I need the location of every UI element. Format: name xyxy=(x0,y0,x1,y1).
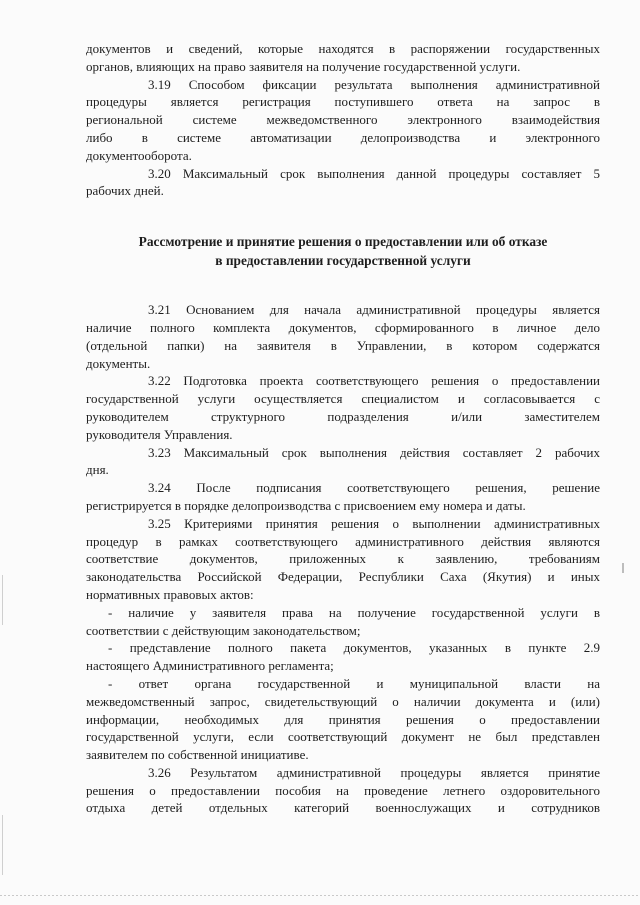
heading-line-2: в предоставлении государственной услуги xyxy=(215,253,471,269)
text-line: документооборота. xyxy=(86,147,192,163)
paragraph xyxy=(86,444,600,480)
text-line: рабочих дней. xyxy=(86,183,164,199)
main-section xyxy=(86,301,600,817)
text-line: процедур в рамках соответствующего административного действия являются xyxy=(86,533,600,549)
text-line: - наличие у заявителя права на получение государственной услуги в xyxy=(108,604,600,620)
text-line: (отдельной папки) на заявителя в Управлении, в котором содержатся xyxy=(86,337,600,353)
paragraph xyxy=(86,301,600,372)
text-line: 3.24 После подписания соответствующего решения, решение xyxy=(148,480,600,496)
paragraph xyxy=(86,604,600,640)
paragraph xyxy=(86,639,600,675)
paragraph xyxy=(86,479,600,515)
text-line: нормативных правовых актов: xyxy=(86,586,254,602)
text-line: либо в системе автоматизации делопроизводства и электронного xyxy=(86,129,600,145)
text-line: руководителем структурного подразделения и/или заместителем xyxy=(86,408,600,424)
text-line: 3.20 Максимальный срок выполнения данной процедуры составляет 5 xyxy=(148,165,600,181)
text-line: государственной услуги осуществляется специалистом и согласовывается с xyxy=(86,391,600,407)
text-line: 3.22 Подготовка проекта соответствующего решения о предоставлении xyxy=(148,373,600,389)
text-line: органов, влияющих на право заявителя на получение государственной услуги. xyxy=(86,58,521,74)
text-line: 3.26 Результатом административной процедуры является принятие xyxy=(148,764,600,780)
text-line: заявителем по собственной инициативе. xyxy=(86,747,309,763)
text-line: 3.25 Критериями принятия решения о выполнении административных xyxy=(148,515,600,531)
paragraph xyxy=(86,515,600,604)
scan-left-edge-mark xyxy=(2,815,3,875)
text-line: руководителя Управления. xyxy=(86,426,233,442)
text-line: информации, необходимых для принятия решения о предоставлении xyxy=(86,711,600,727)
text-line: государственной услуги, если соответствующий документ не был представлен xyxy=(86,729,600,745)
text-line: соответствие документов, приложенных к заявлению, требованиям xyxy=(86,551,600,567)
paragraph xyxy=(86,40,600,76)
text-line: 3.23 Максимальный срок выполнения действия составляет 2 рабочих xyxy=(148,444,600,460)
paragraph xyxy=(86,372,600,443)
text-line: межведомственный запрос, свидетельствующий о наличии документа и (или) xyxy=(86,693,600,709)
section-heading xyxy=(86,232,600,270)
scan-right-mark xyxy=(622,563,624,573)
text-line: решения о предоставлении пособия на проведение летнего оздоровительного xyxy=(86,782,600,798)
paragraph xyxy=(86,165,600,201)
text-line: наличие полного комплекта документов, сформированного в личное дело xyxy=(86,319,600,335)
text-line: документы. xyxy=(86,355,151,371)
text-line: законодательства Российской Федерации, Республики Саха (Якутия) и иных xyxy=(86,569,600,585)
heading-line-1: Рассмотрение и принятие решения о предоставлении или об отказе xyxy=(138,234,548,250)
text-line: - ответ органа государственной и муниципальной власти на xyxy=(108,675,600,691)
paragraph xyxy=(86,76,600,165)
text-line: 3.21 Основанием для начала административной процедуры является xyxy=(148,302,600,318)
text-line: отдыха детей отдельных категорий военнослужащих и сотрудников xyxy=(86,800,600,816)
text-line: дня. xyxy=(86,462,109,478)
text-line: настоящего Административного регламента; xyxy=(86,658,334,674)
paragraph xyxy=(86,675,600,764)
scan-bottom-edge xyxy=(0,895,640,896)
scan-left-edge-mark xyxy=(2,575,3,625)
text-line: документов и сведений, которые находятся в распоряжении государственных xyxy=(86,41,600,56)
text-line: региональной системе межведомственного электронного взаимодействия xyxy=(86,112,600,128)
text-line: процедуры является регистрация поступившего ответа на запрос в xyxy=(86,94,600,110)
text-line: соответствии с действующим законодательством; xyxy=(86,622,361,638)
top-section xyxy=(86,40,600,200)
text-line: - представление полного пакета документов, указанных в пункте 2.9 xyxy=(108,640,600,656)
document-page xyxy=(86,40,600,817)
paragraph xyxy=(86,764,600,817)
text-line: регистрируется в порядке делопроизводства с присвоением ему номера и даты. xyxy=(86,497,526,513)
text-line: 3.19 Способом фиксации результата выполнения административной xyxy=(148,76,600,92)
